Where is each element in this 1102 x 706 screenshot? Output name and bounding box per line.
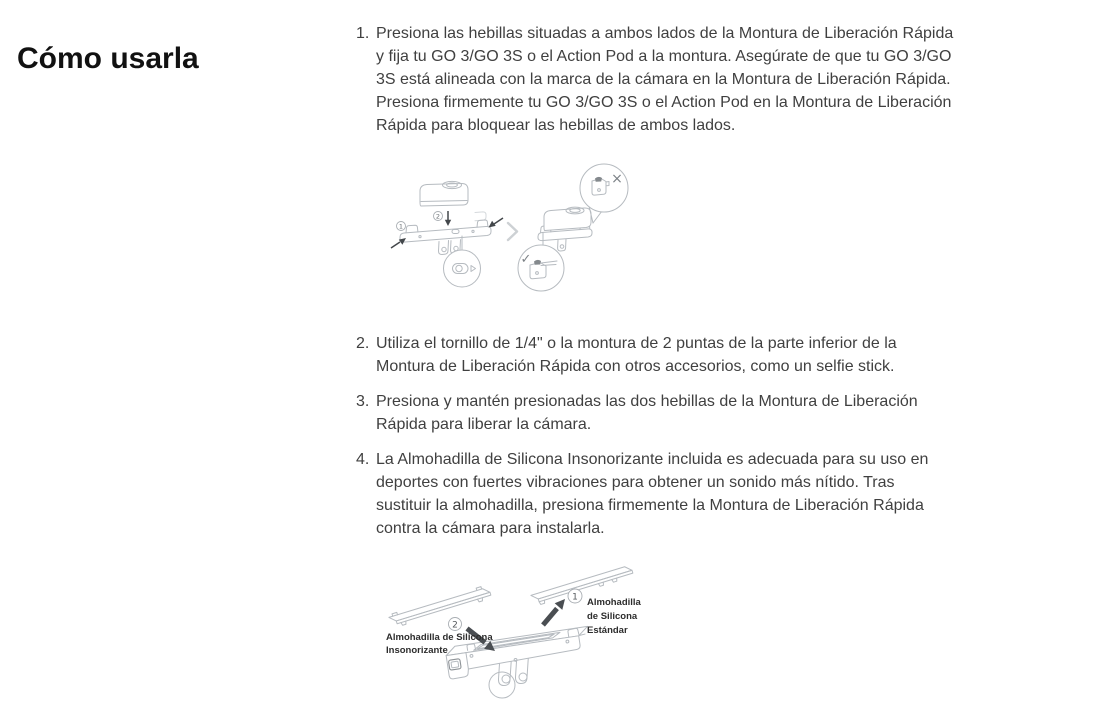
svg-text:Insonorizante: Insonorizante [386, 645, 448, 656]
pad-replacement-diagram [383, 552, 661, 704]
instructions-list [356, 22, 962, 704]
list-item [356, 332, 962, 378]
svg-text:2: 2 [435, 212, 441, 221]
check-mark-icon: ✓ [520, 252, 532, 267]
step-text: Utiliza el tornillo de 1/4" o la montura de 2 puntas de la parte inferior de la Montura de Liberación Rápida con otros accesorios, como un selfie stick. [376, 335, 897, 375]
soundproof-pad-illustration [388, 585, 492, 629]
svg-text:1: 1 [572, 592, 578, 603]
step-number: 3. [356, 393, 370, 410]
buckle-ghost-outline [475, 212, 486, 221]
mount-illustration [400, 220, 491, 255]
list-item [356, 22, 962, 137]
step-number: 2. [356, 335, 370, 352]
soundproof-pad-number [449, 618, 462, 631]
camera-illustration [420, 181, 468, 206]
list-item [356, 390, 962, 436]
page-title: Cómo usarla [17, 42, 199, 76]
press-down-arrow-icon [445, 211, 451, 226]
assembled-camera-illustration [544, 207, 591, 230]
place-step-label [434, 212, 443, 221]
press-buckle-right-arrow-icon [489, 218, 504, 228]
step-text: Presiona las hebillas situadas a ambos lados de la Montura de Liberación Rápida y fija tu GO 3/GO 3S o el Action Pod a la montura. Asegúrate de que tu GO 3/GO 3S está alineada con la marca de la cámara en la Montura de Liberación Rápida. Presiona firmemente tu GO 3/GO 3S o el Action Pod en la Montura de Liberación Rápida para bloquear las hebillas de ambos lados. [376, 25, 954, 134]
list-item [356, 448, 962, 540]
step-text: Presiona y mantén presionadas las dos hebillas de la Montura de Liberación Rápida para liberar la cámara. [376, 393, 918, 433]
correct-latch-callout [518, 233, 564, 291]
svg-text:de Silicona: de Silicona [587, 611, 638, 622]
standard-pad-label [587, 597, 642, 636]
step-number: 4. [356, 451, 370, 468]
press-buckle-left-arrow-icon [391, 238, 406, 248]
next-chevron-icon [508, 223, 517, 240]
svg-text:2: 2 [452, 620, 458, 631]
svg-text:1: 1 [398, 222, 404, 231]
press-step-label [397, 222, 406, 231]
svg-text:Almohadilla de Silicona: Almohadilla de Silicona [386, 632, 493, 643]
step-text: La Almohadilla de Silicona Insonorizante incluida es adecuada para su uso en deportes con fuertes vibraciones para obtener un sonido más nítido. Tras sustituir la almohadilla, presiona firmemente la Montura de Liberación Rápida contra la cámara para instalarla. [376, 451, 929, 537]
svg-text:Estándar: Estándar [587, 625, 628, 636]
attach-camera-diagram [390, 161, 648, 307]
alignment-mark-callout [444, 236, 481, 287]
svg-text:Almohadilla: Almohadilla [587, 597, 641, 608]
step-number: 1. [356, 25, 370, 42]
cross-mark-icon: × [611, 171, 623, 187]
standard-pad-arrow-icon [543, 599, 565, 625]
standard-pad-number [568, 589, 582, 603]
